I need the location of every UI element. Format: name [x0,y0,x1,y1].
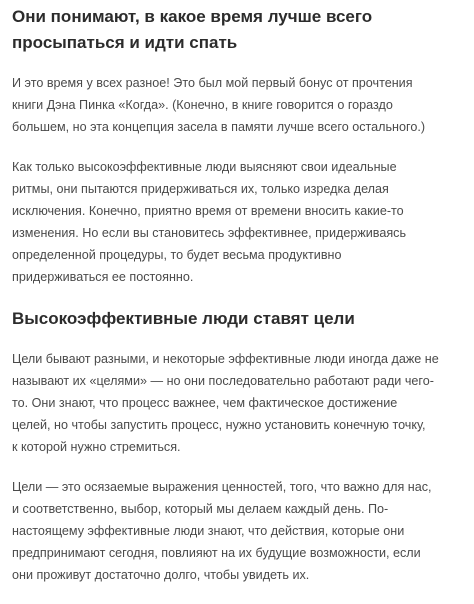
paragraph-goals-process: Цели бывают разными, и некоторые эффективные люди иногда даже не называют их «целями» — но они последовательно работают ради чего- то. Они знают, что процесс важнее, чем фактическое достижение целей, но чтобы запустить процесс, нужно установить конечную точку, к которой нужно стремиться. [12,352,439,454]
paragraph-bonus: И это время у всех разное! Это был мой первый бонус от прочтения книги Дэна Пинка «Когда». (Конечно, в книге говорится о гораздо большем, но эта концепция засела в памяти лучше всего остального.) [12,76,426,134]
paragraph-goals-values: Цели — это осязаемые выражения ценностей, того, что важно для нас, и соответственно, выбор, который мы делаем каждый день. По- настоящему эффективные люди знают, что действия, которые они предпринимают сегодня, повлияют на их будущие возможности, если они проживут достаточно долго, чтобы увидеть их. [12,480,432,582]
section-heading-goals: Высокоэффективные люди ставят цели [12,309,355,328]
paragraph-rhythms: Как только высокоэффективные люди выясняют свои идеальные ритмы, они пытаются придерживаться их, только изредка делая исключения. Конечно, приятно время от времени вносить какие-то изменения. Но если вы становитесь эффективнее, придерживаясь определенной процедуры, то будет весьма продуктивно придерживаться ее постоянно. [12,160,407,284]
article-body [12,4,470,604]
section-heading-sleep-timing: Они понимают, в какое время лучше всего просыпаться и идти спать [12,7,373,52]
